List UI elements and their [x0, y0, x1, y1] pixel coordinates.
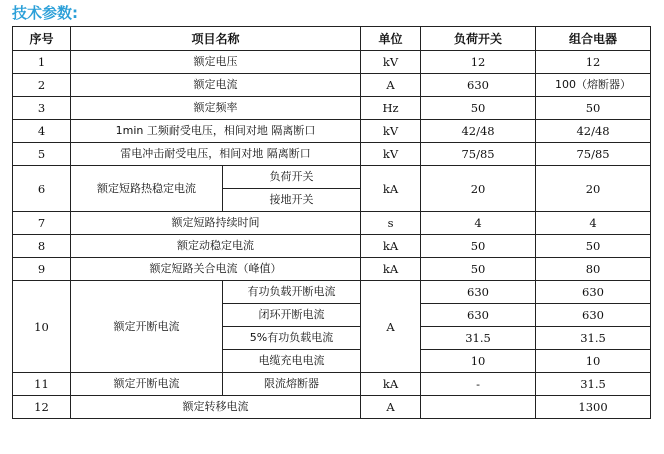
row-combo: 75/85 [536, 143, 651, 166]
row-subitem: 负荷开关 [223, 166, 361, 189]
row-item: 额定动稳定电流 [71, 235, 361, 258]
row-load-switch: 50 [421, 97, 536, 120]
row-unit: s [361, 212, 421, 235]
row-item: 1min 工频耐受电压，相间对地 隔离断口 [71, 120, 361, 143]
row-load-switch: 630 [421, 74, 536, 97]
spec-table [12, 26, 651, 419]
col-header-combo: 组合电器 [536, 27, 651, 51]
row-load-switch: 10 [421, 350, 536, 373]
row-subitem: 有功负载开断电流 [223, 281, 361, 304]
row-load-switch: 630 [421, 304, 536, 327]
row-load-switch: 20 [421, 166, 536, 212]
row-unit: A [361, 74, 421, 97]
row-subitem: 接地开关 [223, 189, 361, 212]
row-combo: 50 [536, 97, 651, 120]
row-unit: kV [361, 51, 421, 74]
row-subitem: 电缆充电电流 [223, 350, 361, 373]
row-load-switch: 50 [421, 258, 536, 281]
row-item: 雷电冲击耐受电压，相间对地 隔离断口 [71, 143, 361, 166]
table-row [13, 97, 651, 120]
row-subitem: 闭环开断电流 [223, 304, 361, 327]
row-no: 9 [13, 258, 71, 281]
row-combo: 630 [536, 304, 651, 327]
row-combo: 31.5 [536, 327, 651, 350]
table-row [13, 74, 651, 97]
row-combo: 1300 [536, 396, 651, 419]
row-item: 额定开断电流 [71, 281, 223, 373]
row-item: 额定频率 [71, 97, 361, 120]
row-item: 额定电流 [71, 74, 361, 97]
row-load-switch: 75/85 [421, 143, 536, 166]
row-load-switch: 31.5 [421, 327, 536, 350]
row-no: 8 [13, 235, 71, 258]
row-item: 额定电压 [71, 51, 361, 74]
table-row [13, 235, 651, 258]
row-load-switch: 630 [421, 281, 536, 304]
row-load-switch: 4 [421, 212, 536, 235]
row-no: 7 [13, 212, 71, 235]
row-no: 4 [13, 120, 71, 143]
row-load-switch: - [421, 373, 536, 396]
row-combo: 4 [536, 212, 651, 235]
row-item: 额定短路关合电流（峰值） [71, 258, 361, 281]
row-load-switch: 42/48 [421, 120, 536, 143]
col-header-no: 序号 [13, 27, 71, 51]
section-heading: 技术参数: [12, 4, 78, 22]
row-combo: 31.5 [536, 373, 651, 396]
table-row [13, 120, 651, 143]
row-combo: 50 [536, 235, 651, 258]
row-no: 2 [13, 74, 71, 97]
row-unit: kA [361, 166, 421, 212]
row-subitem: 限流熔断器 [223, 373, 361, 396]
row-unit: kV [361, 143, 421, 166]
row-no: 3 [13, 97, 71, 120]
row-load-switch [421, 396, 536, 419]
row-combo: 100（熔断器） [536, 74, 651, 97]
row-subitem: 5%有功负载电流 [223, 327, 361, 350]
row-combo: 42/48 [536, 120, 651, 143]
table-row [13, 258, 651, 281]
row-item: 额定转移电流 [71, 396, 361, 419]
row-load-switch: 12 [421, 51, 536, 74]
row-unit: A [361, 396, 421, 419]
row-combo: 80 [536, 258, 651, 281]
col-header-unit: 单位 [361, 27, 421, 51]
row-combo: 630 [536, 281, 651, 304]
header-row [13, 27, 651, 51]
table-row [13, 281, 651, 304]
row-no: 10 [13, 281, 71, 373]
row-no: 6 [13, 166, 71, 212]
row-unit: kV [361, 120, 421, 143]
row-item: 额定短路持续时间 [71, 212, 361, 235]
row-combo: 12 [536, 51, 651, 74]
table-row [13, 212, 651, 235]
table-row [13, 396, 651, 419]
row-unit: kA [361, 258, 421, 281]
row-unit: kA [361, 373, 421, 396]
row-no: 1 [13, 51, 71, 74]
row-unit: Hz [361, 97, 421, 120]
table-row [13, 373, 651, 396]
table-row [13, 166, 651, 189]
row-item: 额定短路热稳定电流 [71, 166, 223, 212]
col-header-load-switch: 负荷开关 [421, 27, 536, 51]
col-header-item: 项目名称 [71, 27, 361, 51]
row-combo: 20 [536, 166, 651, 212]
row-no: 11 [13, 373, 71, 396]
table-row [13, 51, 651, 74]
row-no: 12 [13, 396, 71, 419]
row-item: 额定开断电流 [71, 373, 223, 396]
row-unit: A [361, 281, 421, 373]
row-no: 5 [13, 143, 71, 166]
table-row [13, 143, 651, 166]
row-combo: 10 [536, 350, 651, 373]
row-load-switch: 50 [421, 235, 536, 258]
row-unit: kA [361, 235, 421, 258]
